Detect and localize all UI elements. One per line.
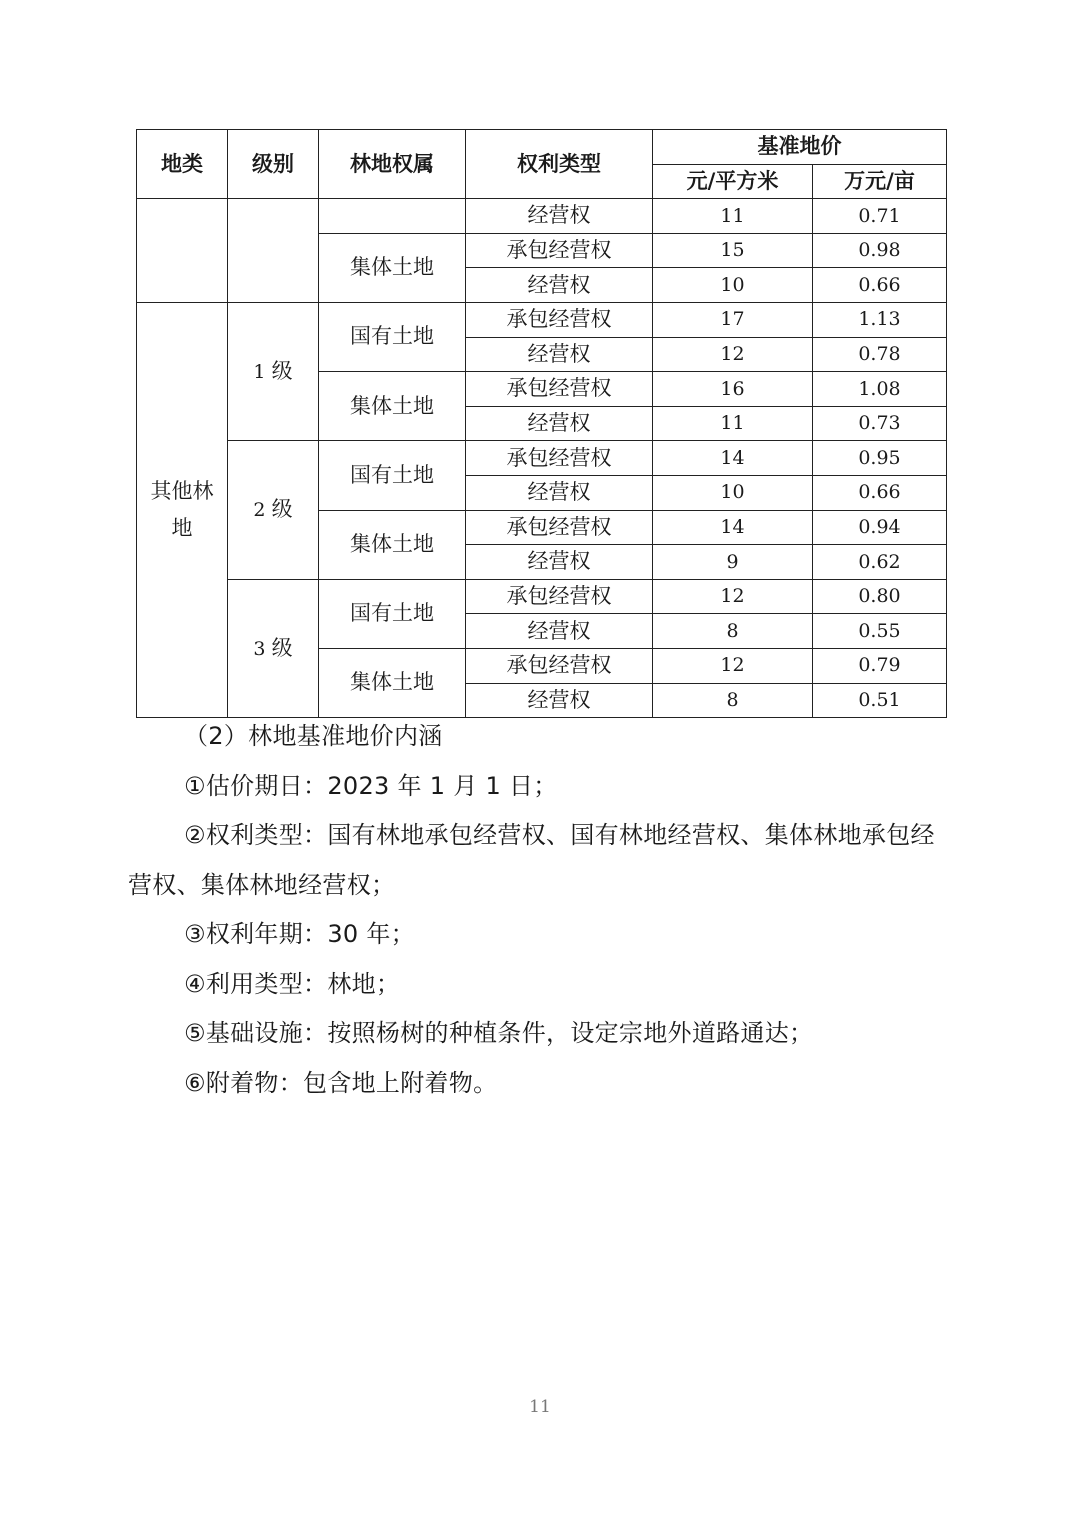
header-grade: 级别 — [228, 130, 319, 199]
price-mu-cell: 0.73 — [813, 406, 947, 441]
header-ownership: 林地权属 — [319, 130, 466, 199]
grade-cell — [228, 441, 319, 579]
grade-number: 2 — [253, 499, 266, 522]
table-row — [137, 441, 947, 476]
note-item: ⑥附着物：包含地上附着物。 — [184, 1068, 498, 1097]
category-line-1: 其他林 — [150, 479, 214, 504]
header-unit-sqm: 元/平方米 — [653, 164, 813, 199]
header-base-price: 基准地价 — [653, 130, 947, 165]
land-category-cell — [137, 302, 228, 717]
note-item: ⑤基础设施：按照杨树的种植条件，设定宗地外道路通达； — [184, 1019, 814, 1047]
table-row — [137, 199, 947, 234]
grade-suffix: 级 — [271, 359, 293, 384]
right-type-cell: 承包经营权 — [466, 648, 653, 683]
price-sqm-cell: 11 — [653, 406, 813, 441]
ownership-cell: 集体土地 — [319, 233, 466, 302]
right-type-cell: 承包经营权 — [466, 579, 653, 614]
price-sqm-cell: 12 — [653, 648, 813, 683]
price-mu-cell: 0.66 — [813, 475, 947, 510]
right-type-cell: 经营权 — [466, 545, 653, 580]
ownership-cell: 集体土地 — [319, 372, 466, 441]
right-type-cell: 承包经营权 — [466, 372, 653, 407]
category-line-2: 地 — [171, 516, 193, 541]
price-notes — [128, 712, 958, 1108]
price-mu-cell: 0.79 — [813, 648, 947, 683]
right-type-cell: 承包经营权 — [466, 233, 653, 268]
price-sqm-cell: 10 — [653, 475, 813, 510]
price-mu-cell: 1.13 — [813, 302, 947, 337]
price-mu-cell: 0.62 — [813, 545, 947, 580]
note-item: ④利用类型：林地； — [184, 969, 401, 998]
price-mu-cell: 0.51 — [813, 683, 947, 718]
grade-cell — [228, 579, 319, 717]
price-mu-cell: 0.55 — [813, 614, 947, 649]
grade-number: 1 — [253, 361, 266, 384]
table-row — [137, 579, 947, 614]
ownership-cell: 国有土地 — [319, 441, 466, 510]
price-sqm-cell: 15 — [653, 233, 813, 268]
land-price-table — [136, 129, 947, 718]
ownership-cell: 国有土地 — [319, 302, 466, 371]
header-unit-mu: 万元/亩 — [813, 164, 947, 199]
right-type-cell: 承包经营权 — [466, 510, 653, 545]
ownership-cell: 集体土地 — [319, 648, 466, 717]
note-item: ①估价期日：2023 年 1 月 1 日； — [184, 771, 558, 800]
price-sqm-cell: 8 — [653, 683, 813, 718]
price-mu-cell: 1.08 — [813, 372, 947, 407]
right-type-cell: 经营权 — [466, 268, 653, 303]
price-mu-cell: 0.66 — [813, 268, 947, 303]
price-sqm-cell: 14 — [653, 510, 813, 545]
price-mu-cell: 0.95 — [813, 441, 947, 476]
header-right-type: 权利类型 — [466, 130, 653, 199]
price-mu-cell: 0.78 — [813, 337, 947, 372]
price-sqm-cell: 11 — [653, 199, 813, 234]
grade-suffix: 级 — [271, 635, 293, 660]
right-type-cell: 承包经营权 — [466, 441, 653, 476]
empty-cell — [319, 199, 466, 234]
right-type-cell: 承包经营权 — [466, 302, 653, 337]
price-sqm-cell: 10 — [653, 268, 813, 303]
page-number: 11 — [529, 1397, 551, 1417]
price-sqm-cell: 12 — [653, 337, 813, 372]
price-mu-cell: 0.94 — [813, 510, 947, 545]
price-mu-cell: 0.98 — [813, 233, 947, 268]
price-mu-cell: 0.71 — [813, 199, 947, 234]
notes-heading: （2）林地基准地价内涵 — [184, 722, 443, 750]
price-sqm-cell: 12 — [653, 579, 813, 614]
grade-cell — [228, 302, 319, 440]
price-sqm-cell: 16 — [653, 372, 813, 407]
price-sqm-cell: 8 — [653, 614, 813, 649]
right-type-cell: 经营权 — [466, 199, 653, 234]
right-type-cell: 经营权 — [466, 475, 653, 510]
right-type-cell: 经营权 — [466, 683, 653, 718]
grade-number: 3 — [253, 637, 266, 660]
note-item: ②权利类型：国有林地承包经营权、国有林地经营权、集体林地承包经营权、集体林地经营权； — [128, 821, 935, 899]
price-mu-cell: 0.80 — [813, 579, 947, 614]
table-row — [137, 302, 947, 337]
price-sqm-cell: 9 — [653, 545, 813, 580]
ownership-cell: 国有土地 — [319, 579, 466, 648]
empty-cell — [137, 199, 228, 303]
ownership-cell: 集体土地 — [319, 510, 466, 579]
header-land-type: 地类 — [137, 130, 228, 199]
price-sqm-cell: 14 — [653, 441, 813, 476]
right-type-cell: 经营权 — [466, 614, 653, 649]
note-item: ③权利年期：30 年； — [184, 920, 415, 948]
grade-suffix: 级 — [271, 497, 293, 522]
right-type-cell: 经营权 — [466, 406, 653, 441]
price-sqm-cell: 17 — [653, 302, 813, 337]
right-type-cell: 经营权 — [466, 337, 653, 372]
empty-cell — [228, 199, 319, 303]
